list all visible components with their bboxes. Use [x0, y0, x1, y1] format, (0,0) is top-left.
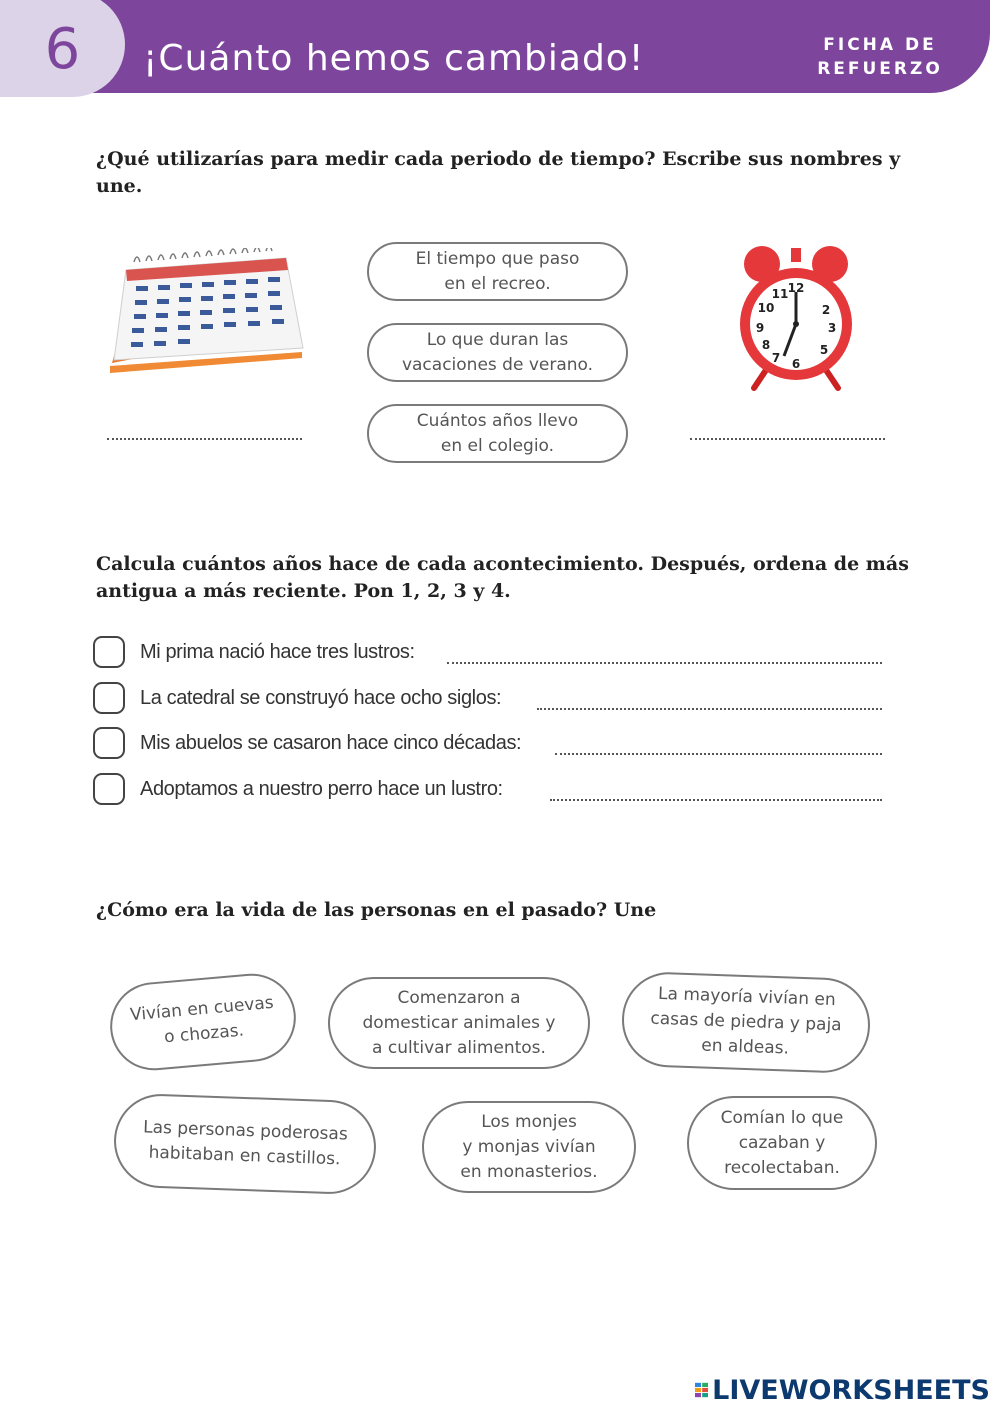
question-2: Calcula cuántos años hace de cada acontecimiento. Después, ordena de más antigua a más reciente. Pon 1, 2, 3 y 4. [96, 553, 909, 602]
bubble-line: domesticar animales y [362, 1012, 556, 1033]
bubble-line: Comían lo que [720, 1107, 844, 1128]
alarm-clock-icon [736, 240, 856, 392]
event-label: Adoptamos a nuestro perro hace un lustro: [140, 778, 503, 800]
order-checkbox[interactable] [93, 636, 125, 668]
svg-text:5: 5 [819, 343, 829, 357]
time-period-bubble[interactable] [367, 242, 628, 301]
bubble-line: y monjas vivían [462, 1136, 596, 1157]
bubble-line: recolectaban. [724, 1157, 840, 1178]
bubble-line: Los monjes [481, 1111, 577, 1132]
bubble-line: en monasterios. [460, 1161, 598, 1182]
past-life-bubble[interactable] [328, 977, 590, 1069]
page-header [0, 0, 990, 93]
unit-number: 6 [44, 17, 81, 82]
event-label: Mis abuelos se casaron hace cinco décadas: [140, 732, 522, 754]
calendar-answer-line[interactable] [107, 436, 302, 440]
answer-line[interactable] [537, 708, 882, 710]
past-life-bubble[interactable] [112, 1092, 377, 1195]
event-row [93, 682, 893, 716]
order-checkbox[interactable] [93, 682, 125, 714]
svg-text:6: 6 [791, 357, 801, 371]
footer-brand-text: LIVEWORKSHEETS [712, 1374, 990, 1406]
svg-text:10: 10 [757, 301, 775, 315]
question-3: ¿Cómo era la vida de las personas en el pasado? Une [96, 899, 657, 921]
svg-text:11: 11 [771, 287, 789, 301]
bubble-line: habitaban en castillos. [148, 1142, 341, 1170]
clock-answer-line[interactable] [690, 436, 885, 440]
past-life-bubble[interactable] [422, 1101, 636, 1193]
svg-text:3: 3 [827, 321, 837, 335]
bubble-line: en aldeas. [700, 1035, 790, 1059]
bubble-line: en el recreo. [444, 273, 551, 294]
bubble-line: cazaban y [738, 1132, 826, 1153]
answer-line[interactable] [447, 662, 882, 664]
time-period-bubble[interactable] [367, 323, 628, 382]
bubble-line: a cultivar alimentos. [372, 1037, 546, 1058]
bubble-line: Cuántos años llevo [416, 410, 579, 431]
worksheet-type-badge [805, 33, 955, 81]
liveworksheets-logo-icon [695, 1378, 708, 1402]
past-life-bubble[interactable] [107, 970, 300, 1074]
event-row [93, 727, 893, 761]
badge-line-1: FICHA DE [823, 35, 937, 55]
footer-brand [695, 1370, 990, 1410]
event-label: La catedral se construyó hace ocho siglos: [140, 687, 502, 709]
order-checkbox[interactable] [93, 773, 125, 805]
bubble-line: Vivían en cuevas [129, 992, 275, 1026]
bubble-line: vacaciones de verano. [401, 354, 594, 375]
calendar-icon [108, 248, 310, 373]
past-life-bubble[interactable] [687, 1096, 877, 1190]
svg-text:12: 12 [787, 281, 805, 295]
page-title: ¡Cuánto hemos cambiado! [143, 38, 645, 79]
bubble-line: Las personas poderosas [142, 1117, 349, 1145]
event-row [93, 773, 893, 807]
past-life-bubble[interactable] [620, 971, 871, 1075]
answer-line[interactable] [550, 799, 882, 801]
question-1: ¿Qué utilizarías para medir cada periodo de tiempo? Escribe sus nombres y une. [96, 148, 901, 197]
answer-line[interactable] [555, 753, 882, 755]
time-period-bubble[interactable] [367, 404, 628, 463]
bubble-line: Comenzaron a [397, 987, 521, 1008]
order-checkbox[interactable] [93, 727, 125, 759]
event-label: Mi prima nació hace tres lustros: [140, 641, 415, 663]
svg-text:8: 8 [761, 338, 771, 352]
badge-line-2: REFUERZO [817, 59, 943, 79]
unit-number-badge [0, 0, 125, 97]
bubble-line: El tiempo que paso [415, 248, 580, 269]
event-row [93, 636, 893, 670]
svg-text:7: 7 [771, 351, 781, 365]
svg-text:9: 9 [755, 321, 765, 335]
svg-text:2: 2 [821, 303, 831, 317]
bubble-line: Lo que duran las [426, 329, 569, 350]
bubble-line: La mayoría vivían en [657, 983, 837, 1011]
bubble-line: en el colegio. [440, 435, 555, 456]
bubble-line: o chozas. [163, 1020, 245, 1048]
bubble-line: casas de piedra y paja [650, 1008, 842, 1036]
